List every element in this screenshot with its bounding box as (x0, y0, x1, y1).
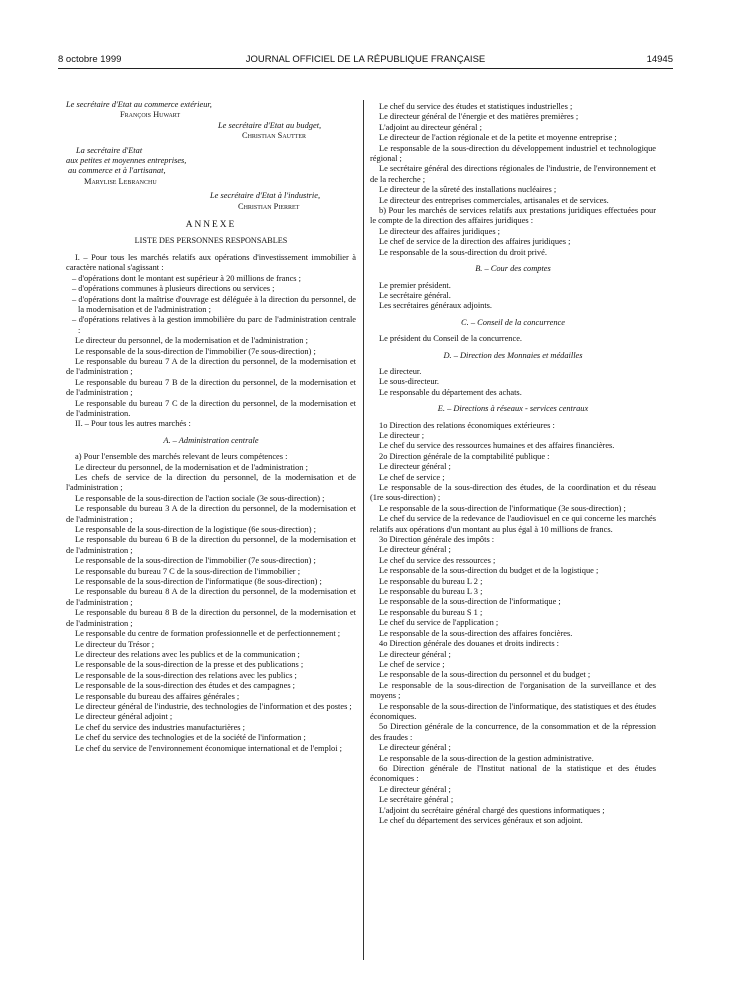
paragraph: II. – Pour tous les autres marchés : (75, 419, 191, 429)
signature-role: au commerce et à l'artisanat, (68, 166, 166, 176)
paragraph: Le responsable du bureau 7 C de la sous-direction de l'immobilier ; (75, 566, 301, 576)
paragraph: L'adjoint au directeur général ; (379, 122, 482, 132)
section-a-list (66, 463, 356, 754)
paragraph: Le secrétaire général des directions régionales de l'industrie, de l'environnement et de la recherche ; (370, 164, 656, 184)
paragraph: Le chef de service ; (379, 472, 445, 482)
paragraph: Le responsable de la sous-direction de l'informatique (8e sous-direction) ; (75, 577, 322, 587)
paragraph: Le chef du département des services généraux et son adjoint. (379, 816, 583, 825)
paragraph: Le directeur général ; (379, 649, 451, 659)
paragraph: Le responsable du bureau 7 C de la direction du personnel, de la modernisation et de l'administration. (66, 398, 356, 418)
paragraph: Le responsable du bureau 6 B de la direction du personnel, de la modernisation et de l'administration ; (66, 535, 356, 555)
paragraph: Le responsable du bureau 7 A de la direction du personnel, de la modernisation et de l'administration ; (66, 356, 356, 377)
paragraph: Le responsable du département des achats. (379, 387, 522, 397)
paragraph: Le responsable du bureau L 3 ; (379, 587, 483, 597)
right-column (370, 102, 656, 826)
paragraph: Le chef de service ; (379, 659, 445, 669)
signature-name: Christian Sautter (242, 131, 306, 141)
paragraph: 5o Direction générale de la concurrence, de la consommation et de la répression des fraudes : (370, 722, 656, 742)
paragraph: Le chef de service de la direction des affaires juridiques ; (379, 237, 571, 247)
paragraph: Le chef du service de l'application ; (379, 618, 499, 628)
paragraph: Le directeur des affaires juridiques ; (379, 226, 500, 236)
paragraph: Le responsable de la sous-direction des affaires foncières. (379, 628, 573, 638)
paragraph: Le responsable de la sous-direction de l'organisation de la surveillance et des moyens ; (370, 680, 656, 701)
signature-role: Le secrétaire d'Etat au budget, (218, 120, 322, 130)
paragraph: L'adjoint du secrétaire général chargé des questions informatiques ; (379, 805, 605, 815)
paragraph: Le responsable du bureau des affaires générales ; (75, 691, 240, 701)
annexe-title: ANNEXE (185, 220, 237, 231)
left-column (66, 100, 356, 754)
paragraph: Le directeur du personnel, de la modernisation et de l'administration ; (75, 462, 308, 472)
paragraph: Le responsable de la sous-direction de l'informatique, des statistiques et des études économiques. (370, 701, 656, 721)
paragraph: Les secrétaires généraux adjoints. (379, 301, 493, 311)
signature-name: Marylise Lebranchu (84, 176, 157, 186)
section-e-list (370, 421, 656, 827)
paragraph: Le chef du service des technologies et de la société de l'information ; (75, 733, 306, 743)
list-item: – d'opérations dont la maîtrise d'ouvrage est déléguée à la direction du personnel, de la modernisation et de l'administration ; (72, 294, 356, 314)
paragraph: Le responsable de la sous-direction du droit privé. (379, 247, 547, 257)
paragraph: Le responsable du bureau 8 B de la direction du personnel, de la modernisation et de l'administration ; (66, 608, 356, 628)
paragraph: Le responsable de la sous-direction de la presse et des publications ; (75, 660, 304, 670)
paragraph: 2o Direction générale de la comptabilité publique : (379, 451, 550, 461)
signature-name: Christian Pierret (238, 201, 300, 211)
paragraph: Le sous-directeur. (379, 377, 439, 387)
paragraph: Les chefs de service de la direction du personnel, de la modernisation et de l'administration ; (66, 473, 356, 493)
paragraph: Le chef du service des industries manufacturières ; (75, 722, 245, 732)
paragraph: Le responsable du bureau 3 A de la direction du personnel, de la modernisation et de l'administration ; (66, 504, 356, 524)
signature-block (66, 100, 356, 212)
paragraph: Le responsable de la sous-direction des études et des campagnes ; (75, 681, 296, 691)
paragraph: Le directeur des relations avec les publics et de la communication ; (75, 649, 300, 659)
paragraph: Le directeur général ; (379, 743, 451, 753)
list-item: – d'opérations relatives à la gestion immobilière du parc de l'administration centrale : (72, 315, 356, 335)
page-header (58, 54, 673, 68)
signature-role: Le secrétaire d'Etat au commerce extérieur, (66, 100, 212, 109)
paragraph: Le responsable de la sous-direction de l'immobilier (7e sous-direction) ; (75, 346, 316, 356)
paragraph: Le chef du service de la redevance de l'audiovisuel en ce qui concerne les marchés relatifs aux opérations d'un montant au plus égal à 10 millions de francs. (370, 514, 656, 534)
paragraph: Le responsable du bureau L 2 ; (379, 576, 483, 586)
paragraph: Le directeur de la sûreté des installations nucléaires ; (379, 185, 557, 195)
paragraph: Le responsable de la sous-direction de l'action sociale (3e sous-direction) ; (75, 493, 325, 503)
paragraph: Le directeur. (379, 366, 422, 376)
paragraph: Le directeur général ; (379, 784, 451, 794)
paragraph: Le chef du service des ressources ; (379, 555, 496, 565)
list-item: – d'opérations dont le montant est supérieur à 20 millions de francs ; (72, 273, 301, 283)
paragraph: a) Pour l'ensemble des marchés relevant de leurs compétences : (75, 452, 288, 462)
paragraph: 4o Direction générale des douanes et droits indirects : (379, 639, 560, 649)
section-heading: D. – Direction des Monnaies et médailles (443, 350, 583, 360)
paragraph: Le responsable de la sous-direction de l'informatique (3e sous-direction) ; (379, 503, 626, 513)
paragraph: Le responsable de la sous-direction de la logistique (6e sous-direction) ; (75, 525, 316, 535)
paragraph: 1o Direction des relations économiques extérieures : (379, 420, 555, 430)
section-heading: B. – Cour des comptes (475, 264, 551, 274)
paragraph: Le premier président. (379, 280, 451, 290)
paragraph: Le responsable de la sous-direction du personnel et du budget ; (379, 670, 591, 680)
paragraph: Le directeur général de l'industrie, des technologies de l'information et des postes ; (75, 701, 352, 711)
paragraph: Le chef du service des études et statistiques industrielles ; (379, 102, 573, 111)
paragraph: Le secrétaire général ; (379, 795, 454, 805)
signature-role: Le secrétaire d'Etat à l'industrie, (210, 191, 321, 201)
header-rule (58, 68, 673, 69)
signature-name: François Huwart (120, 110, 181, 120)
section-heading: E. – Directions à réseaux - services centraux (437, 404, 589, 414)
paragraph: Le responsable du bureau S 1 ; (379, 607, 483, 617)
paragraph: Le responsable de la sous-direction de l'immobilier (7e sous-direction) ; (75, 556, 316, 566)
paragraph: Le chef du service de l'environnement économique international et de l'emploi ; (75, 743, 342, 753)
signature-role: La secrétaire d'Etat (76, 145, 143, 155)
paragraph: Le responsable du centre de formation professionnelle et de perfectionnement ; (75, 629, 341, 639)
paragraph: Le responsable de la sous-direction du budget et de la logistique ; (379, 566, 599, 576)
paragraph: Le responsable de la sous-direction des relations avec les publics ; (75, 670, 297, 680)
paragraph: Le responsable de la sous-direction de la gestion administrative. (379, 753, 594, 763)
paragraph: I. – Pour tous les marchés relatifs aux opérations d'investissement immobilier à caractère national s'agissant : (66, 252, 356, 273)
list-item: – d'opérations communes à plusieurs directions ou services ; (72, 284, 275, 294)
paragraph: Le directeur des entreprises commerciales, artisanales et de services. (379, 195, 609, 205)
paragraph: Le directeur du personnel, de la modernisation et de l'administration ; (75, 336, 308, 346)
header-page-number: 14945 (646, 54, 673, 65)
header-date: 8 octobre 1999 (58, 54, 122, 65)
column-separator (363, 100, 364, 960)
paragraph: Le responsable de la sous-direction du développement industriel et technologique régional ; (370, 143, 656, 164)
header-journal-title: JOURNAL OFFICIEL DE LA RÉPUBLIQUE FRANÇAISE (245, 54, 486, 65)
paragraph: Le chef du service des ressources humaines et des affaires financières. (379, 441, 615, 451)
paragraph: 6o Direction générale de l'Institut national de la statistique et des études économiques : (370, 763, 656, 784)
section-heading: C. – Conseil de la concurrence (461, 317, 565, 327)
paragraph: Le directeur général de l'énergie et des matières premières ; (379, 112, 579, 122)
paragraph: Le directeur de l'action régionale et de la petite et moyenne entreprise ; (379, 133, 617, 143)
paragraph: 3o Direction générale des impôts : (379, 535, 495, 545)
paragraph: Le secrétaire général. (379, 290, 451, 300)
paragraph: Le directeur du Trésor ; (75, 639, 155, 649)
paragraph: Le responsable du bureau 8 A de la direction du personnel, de la modernisation et de l'administration ; (66, 587, 356, 607)
paragraph: Le responsable de la sous-direction de l'informatique ; (379, 597, 561, 607)
signature-role: aux petites et moyennes entreprises, (66, 156, 187, 166)
paragraph: Le responsable de la sous-direction des études, de la coordination et du réseau (1re sous-direction) ; (370, 483, 656, 503)
annexe-subtitle: LISTE DES PERSONNES RESPONSABLES (134, 236, 288, 246)
paragraph: Le directeur général ; (379, 462, 451, 472)
paragraph: Le responsable du bureau 7 B de la direction du personnel, de la modernisation et de l'administration ; (66, 377, 356, 398)
paragraph: Le président du Conseil de la concurrence. (379, 334, 523, 344)
section-heading: A. – Administration centrale (163, 435, 259, 445)
paragraph: Le directeur général ; (379, 545, 451, 555)
paragraph: Le directeur général adjoint ; (75, 712, 173, 722)
paragraph: b) Pour les marchés de services relatifs aux prestations juridiques effectuées pour le compte de la direction des affaires juridiques : (370, 206, 656, 226)
paragraph: Le directeur ; (379, 430, 425, 440)
